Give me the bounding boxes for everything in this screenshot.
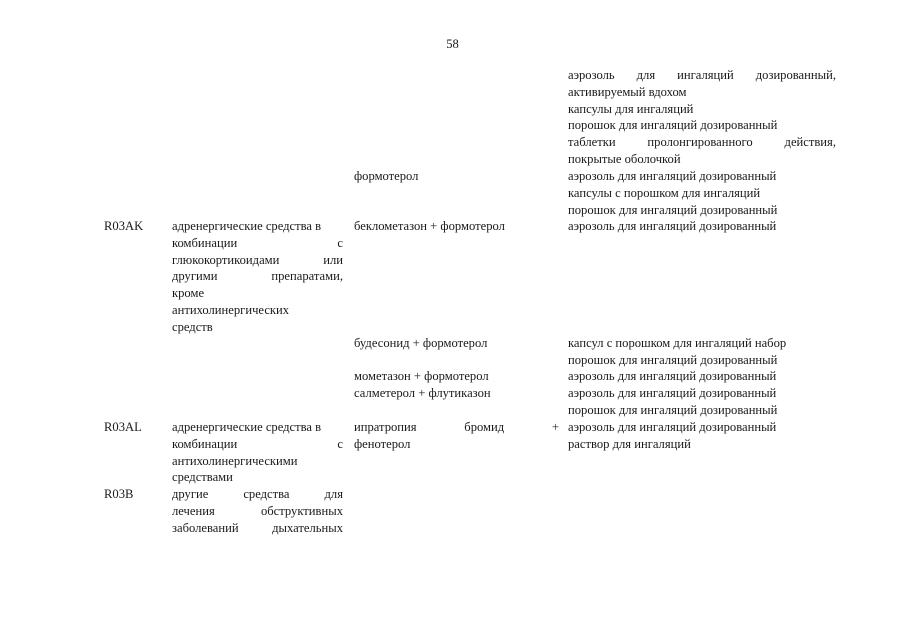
- form-line: капсулы для ингаляций: [568, 101, 694, 116]
- name-line: комбинации с: [172, 235, 343, 250]
- form-line: раствор для ингаляций: [568, 436, 691, 451]
- drug-salmeterol-fluticasone: салметерол + флутиказон: [354, 386, 491, 400]
- form-line: порошок для ингаляций дозированный: [568, 202, 778, 217]
- dosage-form: аэрозоль для ингаляций дозированный: [568, 369, 777, 383]
- name-line: антихолинергическими: [172, 453, 298, 468]
- drug-mometasone-formoterol: мометазон + формотерол: [354, 369, 489, 383]
- form-line: порошок для ингаляций дозированный: [568, 118, 778, 133]
- atc-code-r03al: R03AL: [104, 420, 142, 434]
- name-line: адренергические средства в: [172, 219, 322, 233]
- name-line: заболеваний дыхательных: [172, 520, 343, 535]
- drug-line: ипратропия бромид +: [354, 420, 559, 434]
- form-line: аэрозоль для ингаляций дозированный: [568, 169, 777, 183]
- ipratropium-dosage-forms: [568, 419, 836, 453]
- name-line: другими препаратами,: [172, 269, 343, 284]
- group-name-r03b: [172, 486, 343, 536]
- budesonide-dosage-forms: [568, 335, 836, 369]
- form-line: таблетки пролонгированного действия,: [568, 135, 836, 150]
- page-number: 58: [446, 37, 459, 51]
- name-line: средств: [172, 319, 213, 334]
- name-line: антихолинергических: [172, 302, 290, 317]
- drug-beclometasone-formoterol: беклометазон + формотерол: [354, 219, 505, 233]
- formoterol-dosage-forms: [568, 168, 836, 218]
- atc-code-r03ak: R03AK: [104, 219, 144, 233]
- form-line: капсул с порошком для ингаляций набор: [568, 336, 787, 350]
- form-line: порошок для ингаляций дозированный: [568, 402, 778, 417]
- drug-line: фенотерол: [354, 436, 411, 451]
- name-line: комбинации с: [172, 436, 343, 451]
- name-line: лечения обструктивных: [172, 503, 343, 518]
- form-line: аэрозоль для ингаляций дозированный: [568, 420, 777, 434]
- continued-dosage-forms: [568, 67, 836, 168]
- name-line: средствами: [172, 470, 233, 485]
- group-name-r03ak: [172, 218, 343, 336]
- form-line: аэрозоль для ингаляций дозированный: [568, 386, 777, 400]
- atc-code-r03b: R03B: [104, 487, 134, 501]
- group-name-r03al: [172, 419, 343, 486]
- drug-formoterol: формотерол: [354, 169, 419, 183]
- drug-budesonide-formoterol: будесонид + формотерол: [354, 336, 488, 350]
- salmeterol-dosage-forms: [568, 385, 836, 419]
- name-line: адренергические средства в: [172, 420, 322, 434]
- form-line: капсулы с порошком для ингаляций: [568, 185, 761, 200]
- form-line: активируемый вдохом: [568, 84, 687, 99]
- name-line: кроме: [172, 286, 205, 301]
- drug-ipratropium-fenoterol: [354, 419, 559, 453]
- name-line: глюкокортикоидами или: [172, 252, 343, 267]
- dosage-form: аэрозоль для ингаляций дозированный: [568, 219, 777, 233]
- form-line: покрытые оболочкой: [568, 151, 681, 166]
- form-line: аэрозоль для ингаляций дозированный,: [568, 68, 836, 82]
- name-line: другие средства для: [172, 487, 343, 501]
- form-line: порошок для ингаляций дозированный: [568, 352, 778, 367]
